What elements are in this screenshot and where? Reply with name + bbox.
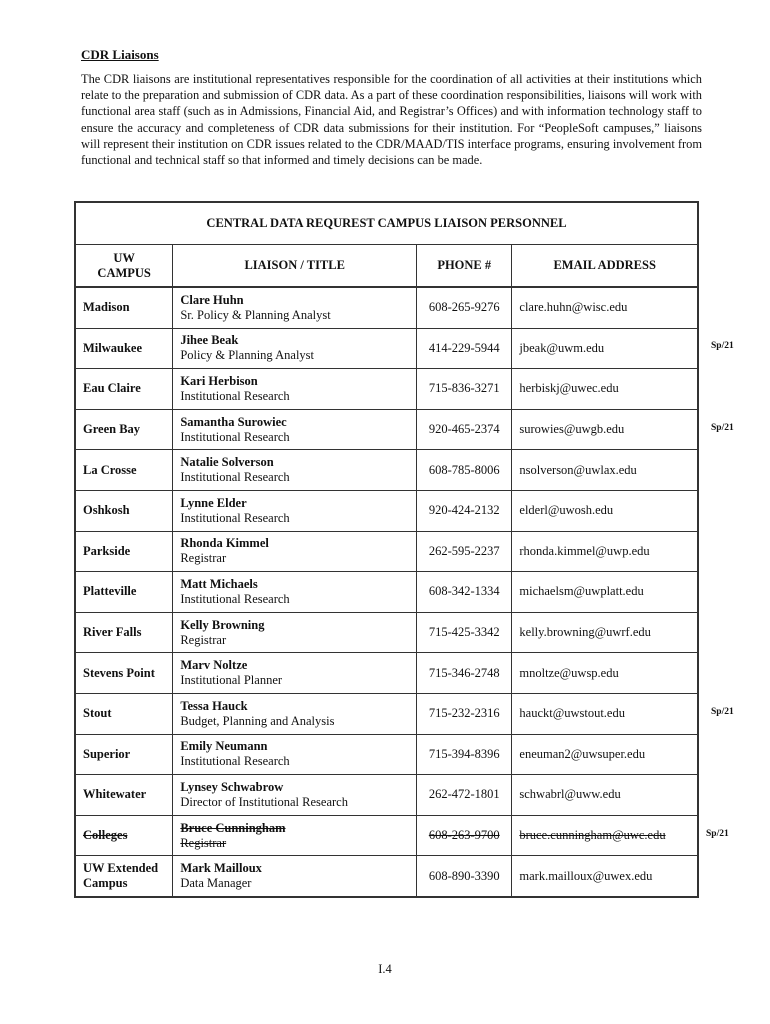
liaison-title: Sr. Policy & Planning Analyst (180, 307, 331, 322)
phone-cell: 715-425-3342 (417, 612, 512, 653)
liaison-cell (173, 409, 417, 450)
campus-cell: Stout (75, 693, 173, 734)
phone-cell: 715-394-8396 (417, 734, 512, 775)
liaison-title: Registrar (180, 835, 227, 850)
liaison-title: Data Manager (180, 876, 252, 891)
col-header-campus: UW CAMPUS (75, 245, 173, 288)
col-header-email: EMAIL ADDRESS (512, 245, 698, 288)
campus-cell: Parkside (75, 531, 173, 572)
margin-note: Sp/21 (711, 341, 734, 352)
campus-cell: Stevens Point (75, 653, 173, 694)
table-row (75, 531, 698, 572)
campus-cell: Green Bay (75, 409, 173, 450)
email-cell: clare.huhn@wisc.edu (512, 287, 698, 328)
liaison-name: Mark Mailloux (180, 861, 262, 876)
table-row (75, 572, 698, 613)
phone-cell: 920-424-2132 (417, 490, 512, 531)
liaison-title: Institutional Research (180, 388, 290, 403)
liaison-cell (173, 612, 417, 653)
campus-cell: Whitewater (75, 775, 173, 816)
margin-note: Sp/21 (711, 422, 734, 433)
email-cell: michaelsm@uwplatt.edu (512, 572, 698, 613)
page-number: I.4 (378, 962, 392, 976)
email-cell: schwabrl@uww.edu (512, 775, 698, 816)
campus-cell: UW Extended Campus (75, 856, 173, 897)
campus-cell: La Crosse (75, 450, 173, 491)
campus-cell: Platteville (75, 572, 173, 613)
campus-cell: River Falls (75, 612, 173, 653)
liaison-name: Lynsey Schwabrow (180, 779, 284, 794)
email-cell: nsolverson@uwlax.edu (512, 450, 698, 491)
email-cell: jbeak@uwm.edu (512, 328, 698, 369)
col-header-liaison: LIAISON / TITLE (173, 245, 417, 288)
table-row (75, 693, 698, 734)
liaison-cell (173, 775, 417, 816)
email-cell: rhonda.kimmel@uwp.edu (512, 531, 698, 572)
phone-cell: 414-229-5944 (417, 328, 512, 369)
email-cell: herbiskj@uwec.edu (512, 369, 698, 410)
liaison-cell (173, 531, 417, 572)
table-row (75, 409, 698, 450)
liaison-name: Kelly Browning (180, 617, 265, 632)
campus-cell: Madison (75, 287, 173, 328)
liaison-name: Kari Herbison (180, 373, 258, 388)
table-row (75, 653, 698, 694)
table-row (75, 734, 698, 775)
liaison-name: Marv Noltze (180, 658, 248, 673)
liaison-title: Registrar (180, 632, 227, 647)
phone-cell: 715-232-2316 (417, 693, 512, 734)
liaison-cell (173, 856, 417, 897)
campus-cell: Milwaukee (75, 328, 173, 369)
liaison-title: Institutional Research (180, 754, 290, 769)
email-cell: bruce.cunningham@uwc.edu (512, 815, 698, 856)
campus-cell: Superior (75, 734, 173, 775)
liaison-title: Institutional Research (180, 510, 290, 525)
table-row (75, 856, 698, 897)
phone-cell: 262-595-2237 (417, 531, 512, 572)
phone-cell: 608-342-1334 (417, 572, 512, 613)
liaison-cell (173, 287, 417, 328)
liaison-title: Institutional Research (180, 470, 290, 485)
margin-note: Sp/21 (711, 706, 734, 717)
margin-note: Sp/21 (706, 828, 729, 839)
liaison-cell (173, 328, 417, 369)
phone-cell: 608-890-3390 (417, 856, 512, 897)
liaison-rows (75, 287, 698, 897)
phone-cell: 608-785-8006 (417, 450, 512, 491)
email-cell: mark.mailloux@uwex.edu (512, 856, 698, 897)
campus-cell: Eau Claire (75, 369, 173, 410)
intro-paragraph: The CDR liaisons are institutional representatives responsible for the coordination of all activities at their institutions which relate to the preparation and submission of CDR data. As a part of these coordination responsibilities, liaisons will work with functional area staff (such as in Admissions, Financial Aid, and Registrar’s Offices) and with information technology staff to ensure the accuracy and completeness of CDR data submissions for their institution. For “PeopleSoft campuses,” liaisons will represent their institution on CDR issues related to the CDR/MAAD/TIS interface programs, ensuring involvement from functional and technical staff so that informed and timely decisions can be made. (81, 72, 702, 168)
phone-cell: 715-346-2748 (417, 653, 512, 694)
email-cell: surowies@uwgb.edu (512, 409, 698, 450)
liaison-name: Matt Michaels (180, 576, 258, 591)
table-title: CENTRAL DATA REQUREST CAMPUS LIAISON PERSONNEL (75, 202, 698, 245)
liaison-title: Registrar (180, 551, 227, 566)
liaison-title: Institutional Research (180, 429, 290, 444)
email-cell: mnoltze@uwsp.edu (512, 653, 698, 694)
phone-cell: 608-263-9700 (417, 815, 512, 856)
liaison-name: Bruce Cunningham (180, 820, 286, 835)
liaison-cell (173, 490, 417, 531)
col-header-phone: PHONE # (417, 245, 512, 288)
liaison-title: Director of Institutional Research (180, 794, 348, 809)
email-cell: eneuman2@uwsuper.edu (512, 734, 698, 775)
phone-cell: 920-465-2374 (417, 409, 512, 450)
liaison-cell (173, 450, 417, 491)
liaison-cell (173, 815, 417, 856)
liaison-title: Institutional Research (180, 591, 290, 606)
table-row (75, 490, 698, 531)
table-row (75, 775, 698, 816)
liaison-name: Samantha Surowiec (180, 414, 287, 429)
liaison-cell (173, 369, 417, 410)
table-row (75, 815, 698, 856)
email-cell: hauckt@uwstout.edu (512, 693, 698, 734)
liaison-cell (173, 653, 417, 694)
table-row (75, 450, 698, 491)
liaison-table (74, 201, 699, 898)
liaison-name: Clare Huhn (180, 292, 244, 307)
liaison-title: Budget, Planning and Analysis (180, 713, 335, 728)
liaison-name: Emily Neumann (180, 739, 268, 754)
liaison-name: Tessa Hauck (180, 698, 248, 713)
table-row (75, 287, 698, 328)
table-row (75, 369, 698, 410)
liaison-cell (173, 572, 417, 613)
liaison-name: Rhonda Kimmel (180, 536, 269, 551)
liaison-name: Lynne Elder (180, 495, 247, 510)
liaison-cell (173, 693, 417, 734)
phone-cell: 608-265-9276 (417, 287, 512, 328)
liaison-cell (173, 734, 417, 775)
section-heading: CDR Liaisons (81, 47, 159, 62)
liaison-title: Institutional Planner (180, 673, 283, 688)
phone-cell: 715-836-3271 (417, 369, 512, 410)
table-row (75, 612, 698, 653)
liaison-name: Jihee Beak (180, 333, 239, 348)
campus-cell: Oshkosh (75, 490, 173, 531)
email-cell: kelly.browning@uwrf.edu (512, 612, 698, 653)
campus-cell: Colleges (75, 815, 173, 856)
liaison-name: Natalie Solverson (180, 455, 274, 470)
table-row (75, 328, 698, 369)
phone-cell: 262-472-1801 (417, 775, 512, 816)
email-cell: elderl@uwosh.edu (512, 490, 698, 531)
liaison-title: Policy & Planning Analyst (180, 348, 314, 363)
